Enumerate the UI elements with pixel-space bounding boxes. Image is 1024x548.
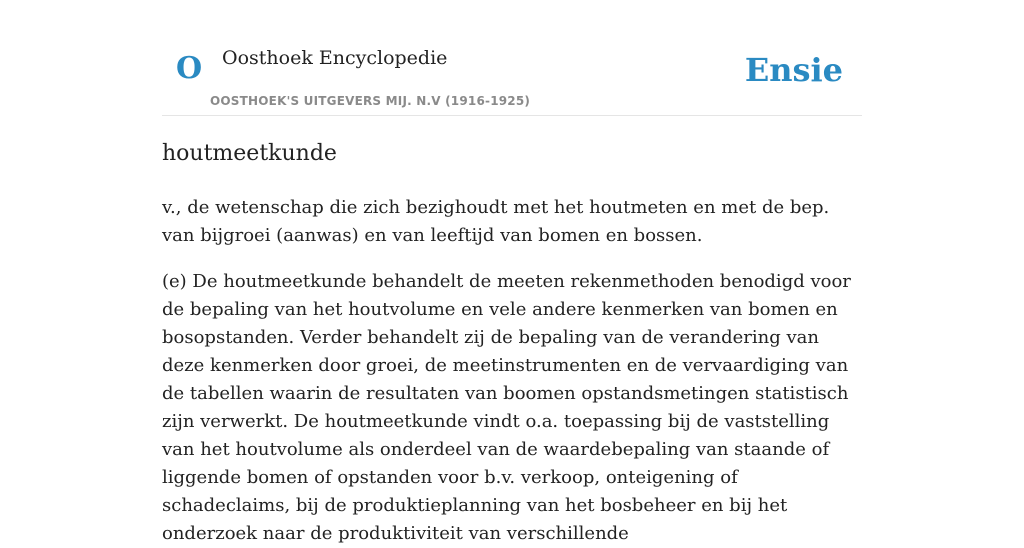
entry-paragraph: v., de wetenschap die zich bezighoudt met het houtmeten en met de bep. van bijgroei (aanwas) en van leeftijd van bomen en bossen.: [162, 197, 830, 246]
source-header: [162, 0, 862, 116]
entry-content: [162, 134, 862, 548]
source-publisher-subtitle: OOSTHOEK'S UITGEVERS MIJ. N.V (1916-1925): [210, 94, 531, 108]
ensie-brand-logo[interactable]: Ensie: [744, 51, 843, 89]
source-title-link[interactable]: Oosthoek Encyclopedie: [222, 47, 448, 69]
entry-title: houtmeetkunde: [162, 141, 337, 166]
source-logo-letter[interactable]: O: [176, 51, 203, 86]
entry-paragraph: (e) De houtmeetkunde behandelt de meeten rekenmethoden benodigd voor de bepaling van het houtvolume en vele andere kenmerken van bomen en bosopstanden. Verder behandelt zij de bepaling van de verandering van deze kenmerken door groei, de meetinstrumenten en de vervaardiging van de tabellen waarin de resultaten van boomen opstandsmetingen statistisch zijn verwerkt. De houtmeetkunde vindt o.a. toepassing bij de vaststelling van het houtvolume als onderdeel van de waardebepaling van staande of liggende bomen of opstanden voor b.v. verkoop, onteigening of schadeclaims, bij de produktieplanning van het bosbeheer en bij het onderzoek naar de produktiviteit van verschillende: [162, 271, 851, 544]
